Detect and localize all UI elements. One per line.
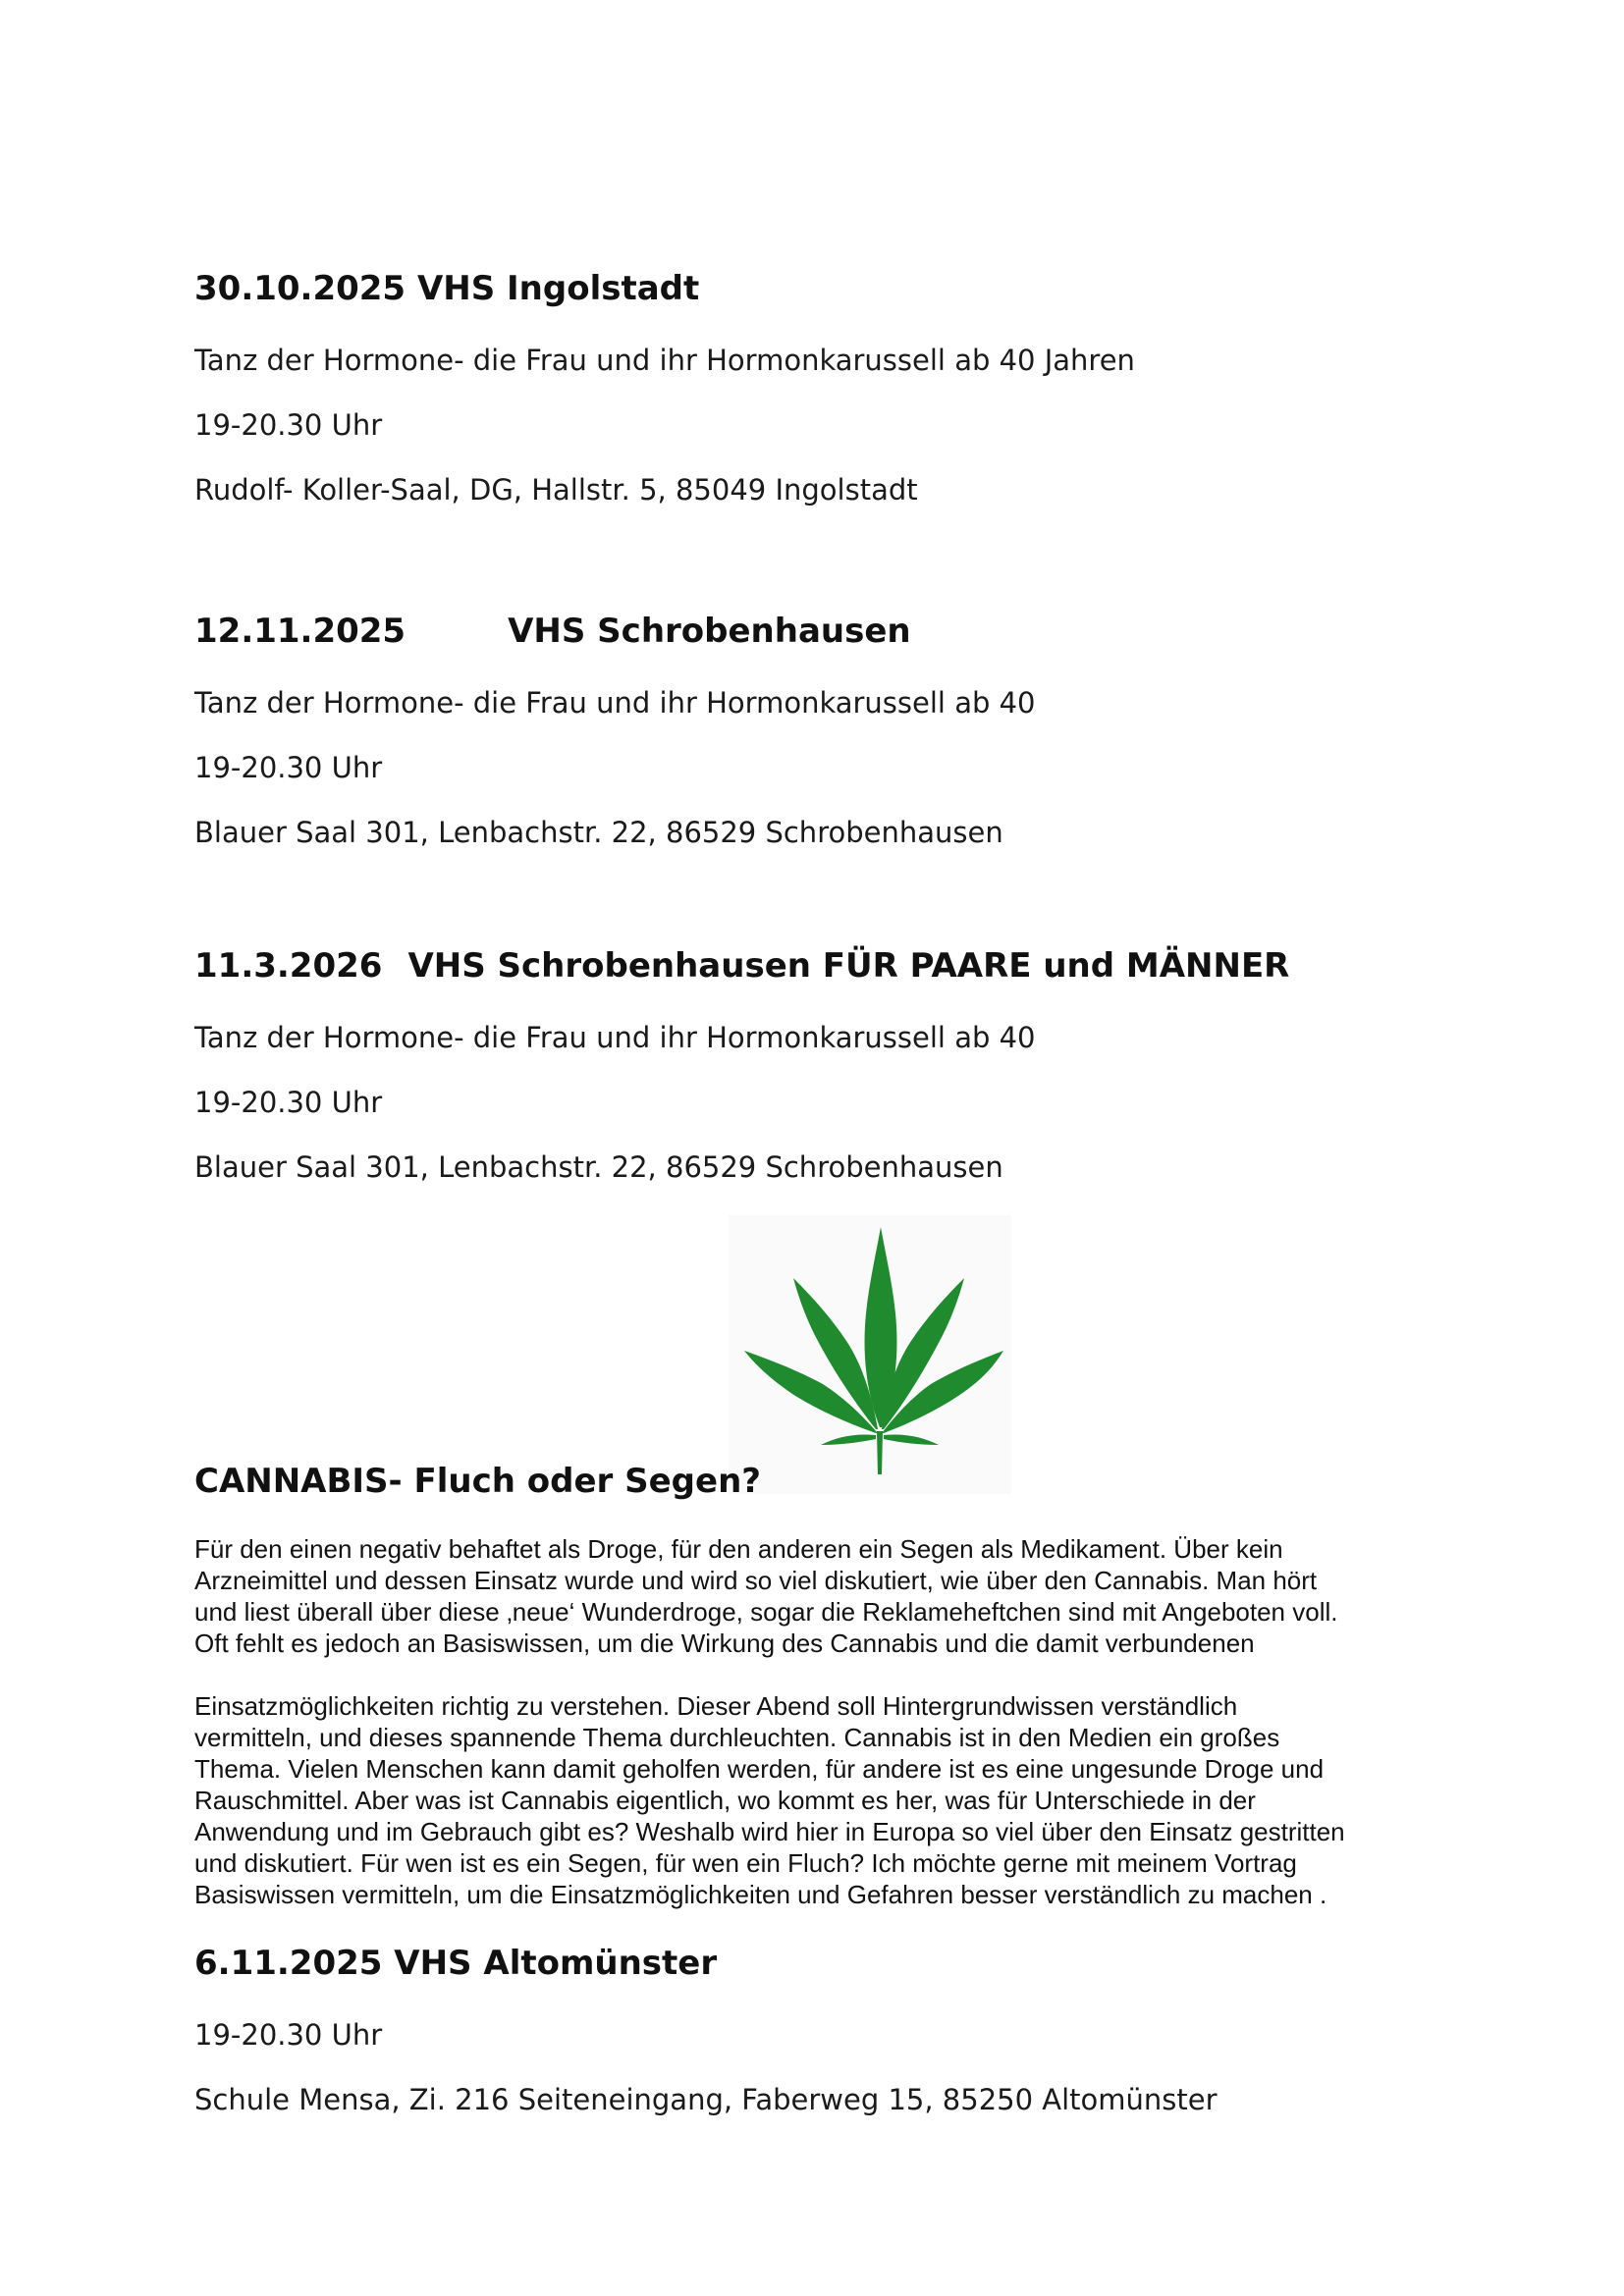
cannabis-heading: CANNABIS- Fluch oder Segen? [194,1462,762,1501]
paragraph-1-line-2: Arzneimittel und dessen Einsatz wurde und wird so viel diskutiert, wie über den Cannabis. Man hört [194,1566,1318,1595]
event-3-time: 19-20.30 Uhr [194,1086,383,1119]
paragraph-1-line-1: Für den einen negativ behaftet als Droge, für den anderen ein Segen als Medikament. Über kein [194,1534,1283,1564]
event-4-heading [194,1944,717,1983]
cannabis-paragraph-2 [194,1690,1471,1910]
event-2-time: 19-20.30 Uhr [194,751,383,784]
event-4-date: 6.11.2025 [194,1944,383,1983]
event-3-location: Blauer Saal 301, Lenbachstr. 22, 86529 Schrobenhausen [194,1150,1003,1184]
paragraph-2-line-1: Einsatzmöglichkeiten richtig zu verstehen. Dieser Abend soll Hintergrundwissen verständlich [194,1691,1238,1721]
event-3-title: Tanz der Hormone- die Frau und ihr Hormonkarussell ab 40 [194,1021,1036,1054]
paragraph-2-line-3: Thema. Vielen Menschen kann damit geholfen werden, für andere ist es eine ungesunde Droge und [194,1754,1325,1784]
paragraph-2-line-5: Anwendung und im Gebrauch gibt es? Weshalb wird hier in Europa so viel über den Einsatz gestritten [194,1817,1345,1846]
event-2-venue: VHS Schrobenhausen [508,612,911,651]
event-1-location: Rudolf- Koller-Saal, DG, Hallstr. 5, 85049 Ingolstadt [194,473,918,507]
paragraph-1-line-4: Oft fehlt es jedoch an Basiswissen, um die Wirkung des Cannabis und die damit verbundenen [194,1629,1255,1658]
event-1-time: 19-20.30 Uhr [194,408,383,442]
event-1-venue: VHS Ingolstadt [416,269,700,308]
event-4-venue: VHS Altomünster [394,1944,718,1983]
event-1-title: Tanz der Hormone- die Frau und ihr Hormonkarussell ab 40 Jahren [194,344,1135,377]
paragraph-2-line-4: Rauschmittel. Aber was ist Cannabis eigentlich, wo kommt es her, was für Unterschiede in der [194,1786,1256,1815]
paragraph-2-line-2: vermitteln, und dieses spannende Thema durchleuchten. Cannabis ist in den Medien ein großes [194,1723,1280,1752]
cannabis-paragraph-1 [194,1533,1471,1659]
cannabis-leaf-image [729,1215,1011,1494]
event-3-date: 11.3.2026 [194,946,383,986]
event-4-location: Schule Mensa, Zi. 216 Seiteneingang, Faberweg 15, 85250 Altomünster [194,2083,1218,2116]
paragraph-2-line-6: und diskutiert. Für wen ist es ein Segen, für wen ein Fluch? Ich möchte gerne mit meinem Vortrag [194,1848,1297,1878]
event-3-venue: VHS Schrobenhausen FÜR PAARE und MÄNNER [407,946,1290,986]
event-2-date: 12.11.2025 [194,612,406,651]
event-2-location: Blauer Saal 301, Lenbachstr. 22, 86529 Schrobenhausen [194,816,1003,849]
event-2-heading [194,612,911,651]
paragraph-1-line-3: und liest überall über diese ‚neue‘ Wunderdroge, sogar die Reklameheftchen sind mit Angeboten voll. [194,1597,1338,1627]
event-1-date: 30.10.2025 [194,269,406,308]
cannabis-leaf-icon [729,1215,1011,1494]
event-3-heading [194,946,1289,986]
event-1-heading [194,269,699,308]
event-4-time: 19-20.30 Uhr [194,2018,383,2052]
event-2-title: Tanz der Hormone- die Frau und ihr Hormonkarussell ab 40 [194,686,1036,720]
paragraph-2-line-7: Basiswissen vermitteln, um die Einsatzmöglichkeiten und Gefahren besser verständlich zu machen . [194,1880,1327,1909]
